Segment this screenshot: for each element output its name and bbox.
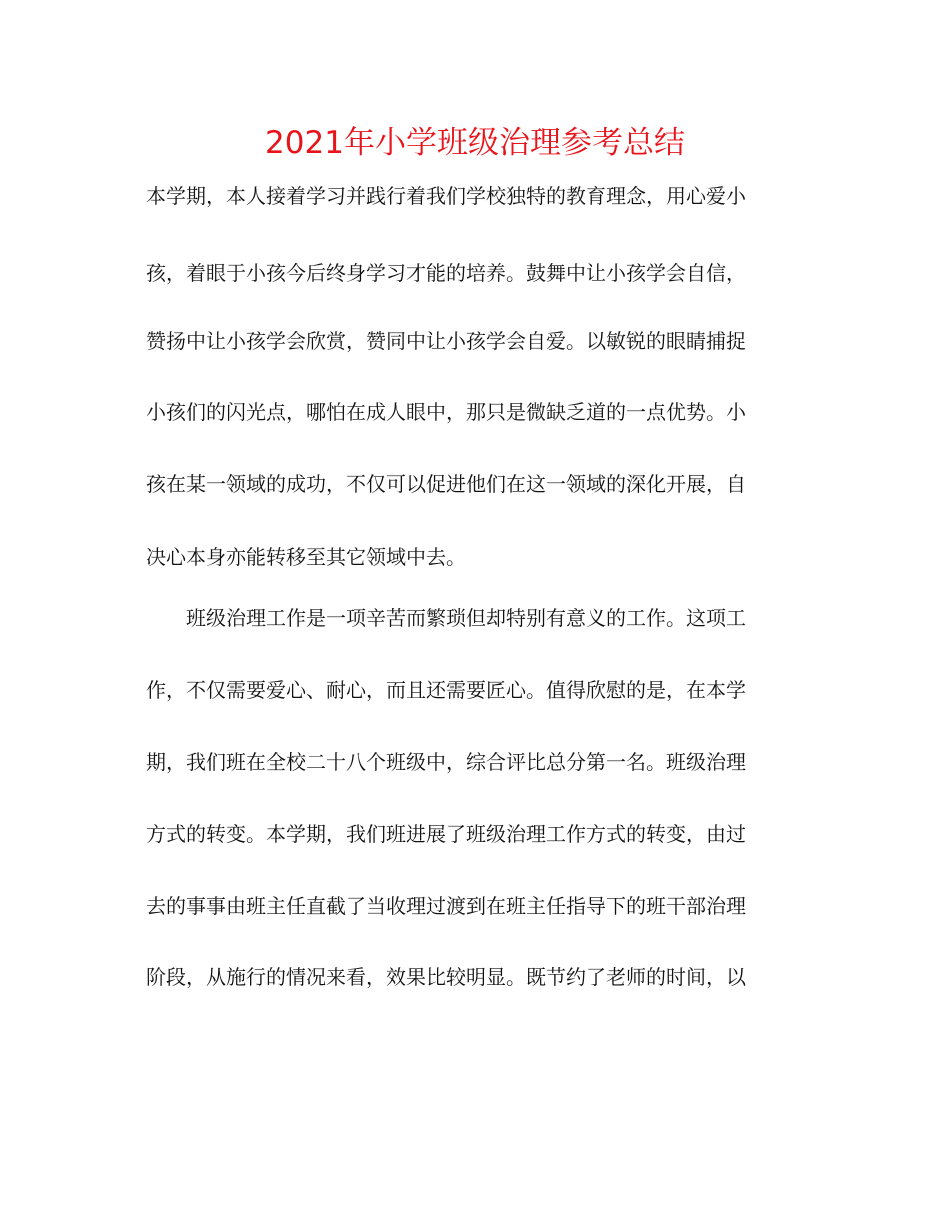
- body-line: 赞扬中让小孩学会欣赏，赞同中让小孩学会自爱。以敏锐的眼睛捕捉: [146, 329, 746, 353]
- body-line: 决心本身亦能转移至其它领域中去。: [146, 545, 466, 569]
- body-line: 去的事事由班主任直截了当收理过渡到在班主任指导下的班干部治理: [146, 894, 746, 918]
- body-line: 期，我们班在全校二十八个班级中，综合评比总分第一名。班级治理: [146, 750, 746, 774]
- body-line: 方式的转变。本学期，我们班进展了班级治理工作方式的转变，由过: [146, 822, 746, 846]
- body-line: 孩在某一领域的成功，不仅可以促进他们在这一领域的深化开展，自: [146, 472, 746, 496]
- body-line: 本学期，本人接着学习并践行着我们学校独特的教育理念，用心爱小: [146, 184, 746, 208]
- body-line: 阶段，从施行的情况来看，效果比较明显。既节约了老师的时间，以: [146, 965, 746, 989]
- body-line: 作，不仅需要爱心、耐心，而且还需要匠心。值得欣慰的是，在本学: [146, 678, 746, 702]
- body-line: 小孩们的闪光点，哪怕在成人眼中，那只是微缺乏道的一点优势。小: [146, 400, 746, 424]
- document-title: 2021年小学班级治理参考总结: [265, 125, 685, 161]
- body-line: 孩，着眼于小孩今后终身学习才能的培养。鼓舞中让小孩学会自信，: [146, 261, 746, 285]
- body-line: 班级治理工作是一项辛苦而繁琐但却特别有意义的工作。这项工: [146, 606, 746, 630]
